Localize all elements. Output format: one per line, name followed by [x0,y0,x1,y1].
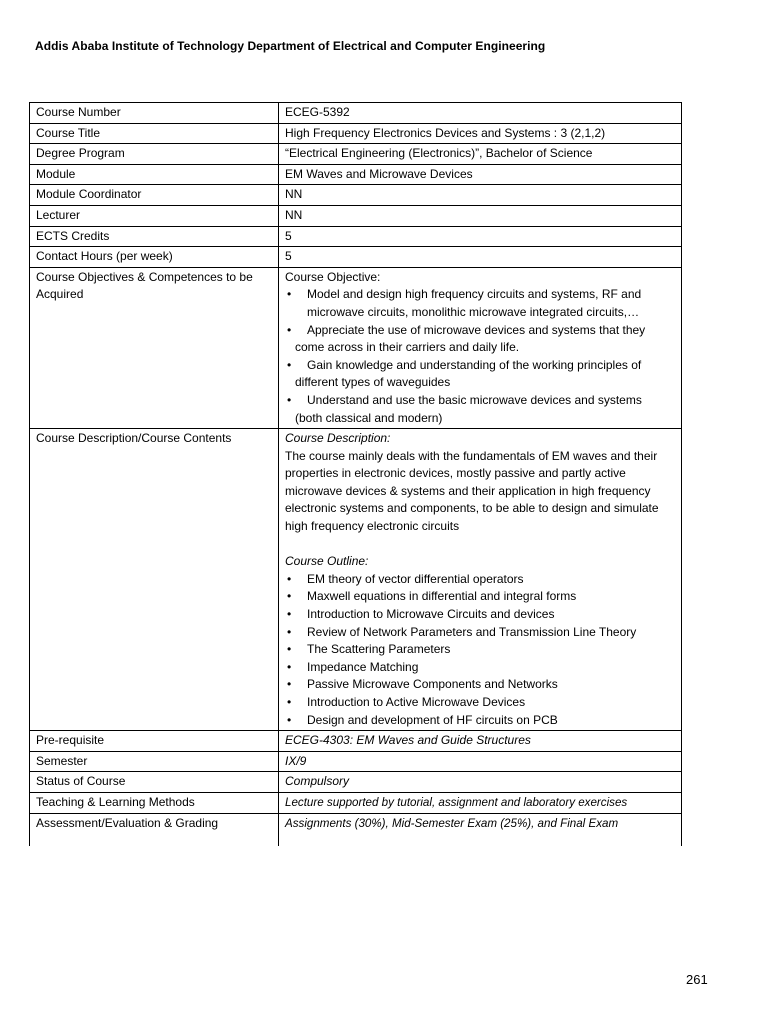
row-value-assessment: Assignments (30%), Mid-Semester Exam (25%), and Final Exam [279,813,682,846]
description-text: The course mainly deals with the fundamentals of EM waves and their properties in electronic devices, mostly passive and partly active microwave devices & systems and their application in high frequency electronic systems and components, to be able to design and simulate high frequency electronic circuits [285,448,659,534]
list-item: • Maxwell equations in differential and integral forms [285,588,675,606]
row-label-description: Course Description/Course Contents [30,429,279,731]
list-item: • EM theory of vector differential operators [285,571,675,589]
table-row [30,226,682,247]
list-item: • Appreciate the use of microwave devices and systems that they [285,322,675,340]
row-value-module-coordinator: NN [279,185,682,206]
row-label-module: Module [30,164,279,185]
list-item: • The Scattering Parameters [285,641,675,659]
list-item: • Design and development of HF circuits on PCB [285,712,675,730]
row-value-description [279,429,682,731]
table-row [30,205,682,226]
table-row [30,267,682,428]
row-label-module-coordinator: Module Coordinator [30,185,279,206]
document-header: Addis Ababa Institute of Technology Department of Electrical and Computer Engineering [35,39,546,53]
row-label-course-number: Course Number [30,103,279,124]
table-row [30,185,682,206]
table-row [30,792,682,813]
row-label-semester: Semester [30,751,279,772]
row-label-prerequisite: Pre-requisite [30,731,279,752]
row-value-status: Compulsory [279,772,682,793]
row-value-objectives [279,267,682,428]
objectives-list [285,286,675,339]
row-value-degree-program: “Electrical Engineering (Electronics)”, Bachelor of Science [279,144,682,165]
row-label-ects: ECTS Credits [30,226,279,247]
row-value-course-title: High Frequency Electronics Devices and Systems : 3 (2,1,2) [279,123,682,144]
row-label-course-title: Course Title [30,123,279,144]
table-row [30,429,682,731]
list-item: • Gain knowledge and understanding of the working principles of [285,357,675,375]
list-item: • Passive Microwave Components and Networks [285,676,675,694]
objective-continuation: (both classical and modern) [295,410,443,425]
row-value-semester: IX/9 [279,751,682,772]
row-value-lecturer: NN [279,205,682,226]
row-value-course-number: ECEG-5392 [279,103,682,124]
table-row [30,751,682,772]
objective-continuation: come across in their carriers and daily life. [295,340,520,355]
row-label-assessment: Assessment/Evaluation & Grading [30,813,279,846]
row-value-teaching: Lecture supported by tutorial, assignment and laboratory exercises [279,792,682,813]
list-item: • Introduction to Active Microwave Devices [285,694,675,712]
table-row [30,247,682,268]
table-row [30,123,682,144]
objectives-list [285,357,675,375]
list-item: • Review of Network Parameters and Transmission Line Theory [285,624,675,642]
table-row [30,103,682,124]
row-value-module: EM Waves and Microwave Devices [279,164,682,185]
objectives-list [285,392,675,410]
objectives-heading: Course Objective: [285,269,381,284]
row-value-contact-hours: 5 [279,247,682,268]
row-label-lecturer: Lecturer [30,205,279,226]
table-row [30,144,682,165]
list-item: • Understand and use the basic microwave devices and systems [285,392,675,410]
objective-continuation: different types of waveguides [295,375,451,390]
table-row [30,731,682,752]
row-label-contact-hours: Contact Hours (per week) [30,247,279,268]
list-item: • Impedance Matching [285,659,675,677]
row-label-teaching: Teaching & Learning Methods [30,792,279,813]
outline-heading: Course Outline: [285,554,369,569]
row-value-prerequisite: ECEG-4303: EM Waves and Guide Structures [279,731,682,752]
row-label-objectives: Course Objectives & Competences to be Acquired [30,267,279,428]
spacer [285,536,675,554]
outline-list [285,571,675,729]
row-value-ects: 5 [279,226,682,247]
page-number: 261 [686,972,708,987]
row-label-degree-program: Degree Program [30,144,279,165]
row-label-status: Status of Course [30,772,279,793]
course-info-table [29,102,682,846]
table-row [30,772,682,793]
table-row [30,164,682,185]
list-item: • Model and design high frequency circuits and systems, RF and microwave circuits, monolithic microwave integrated circuits,… [285,286,675,321]
table-row [30,813,682,846]
list-item: • Introduction to Microwave Circuits and devices [285,606,675,624]
description-heading: Course Description: [285,431,391,446]
